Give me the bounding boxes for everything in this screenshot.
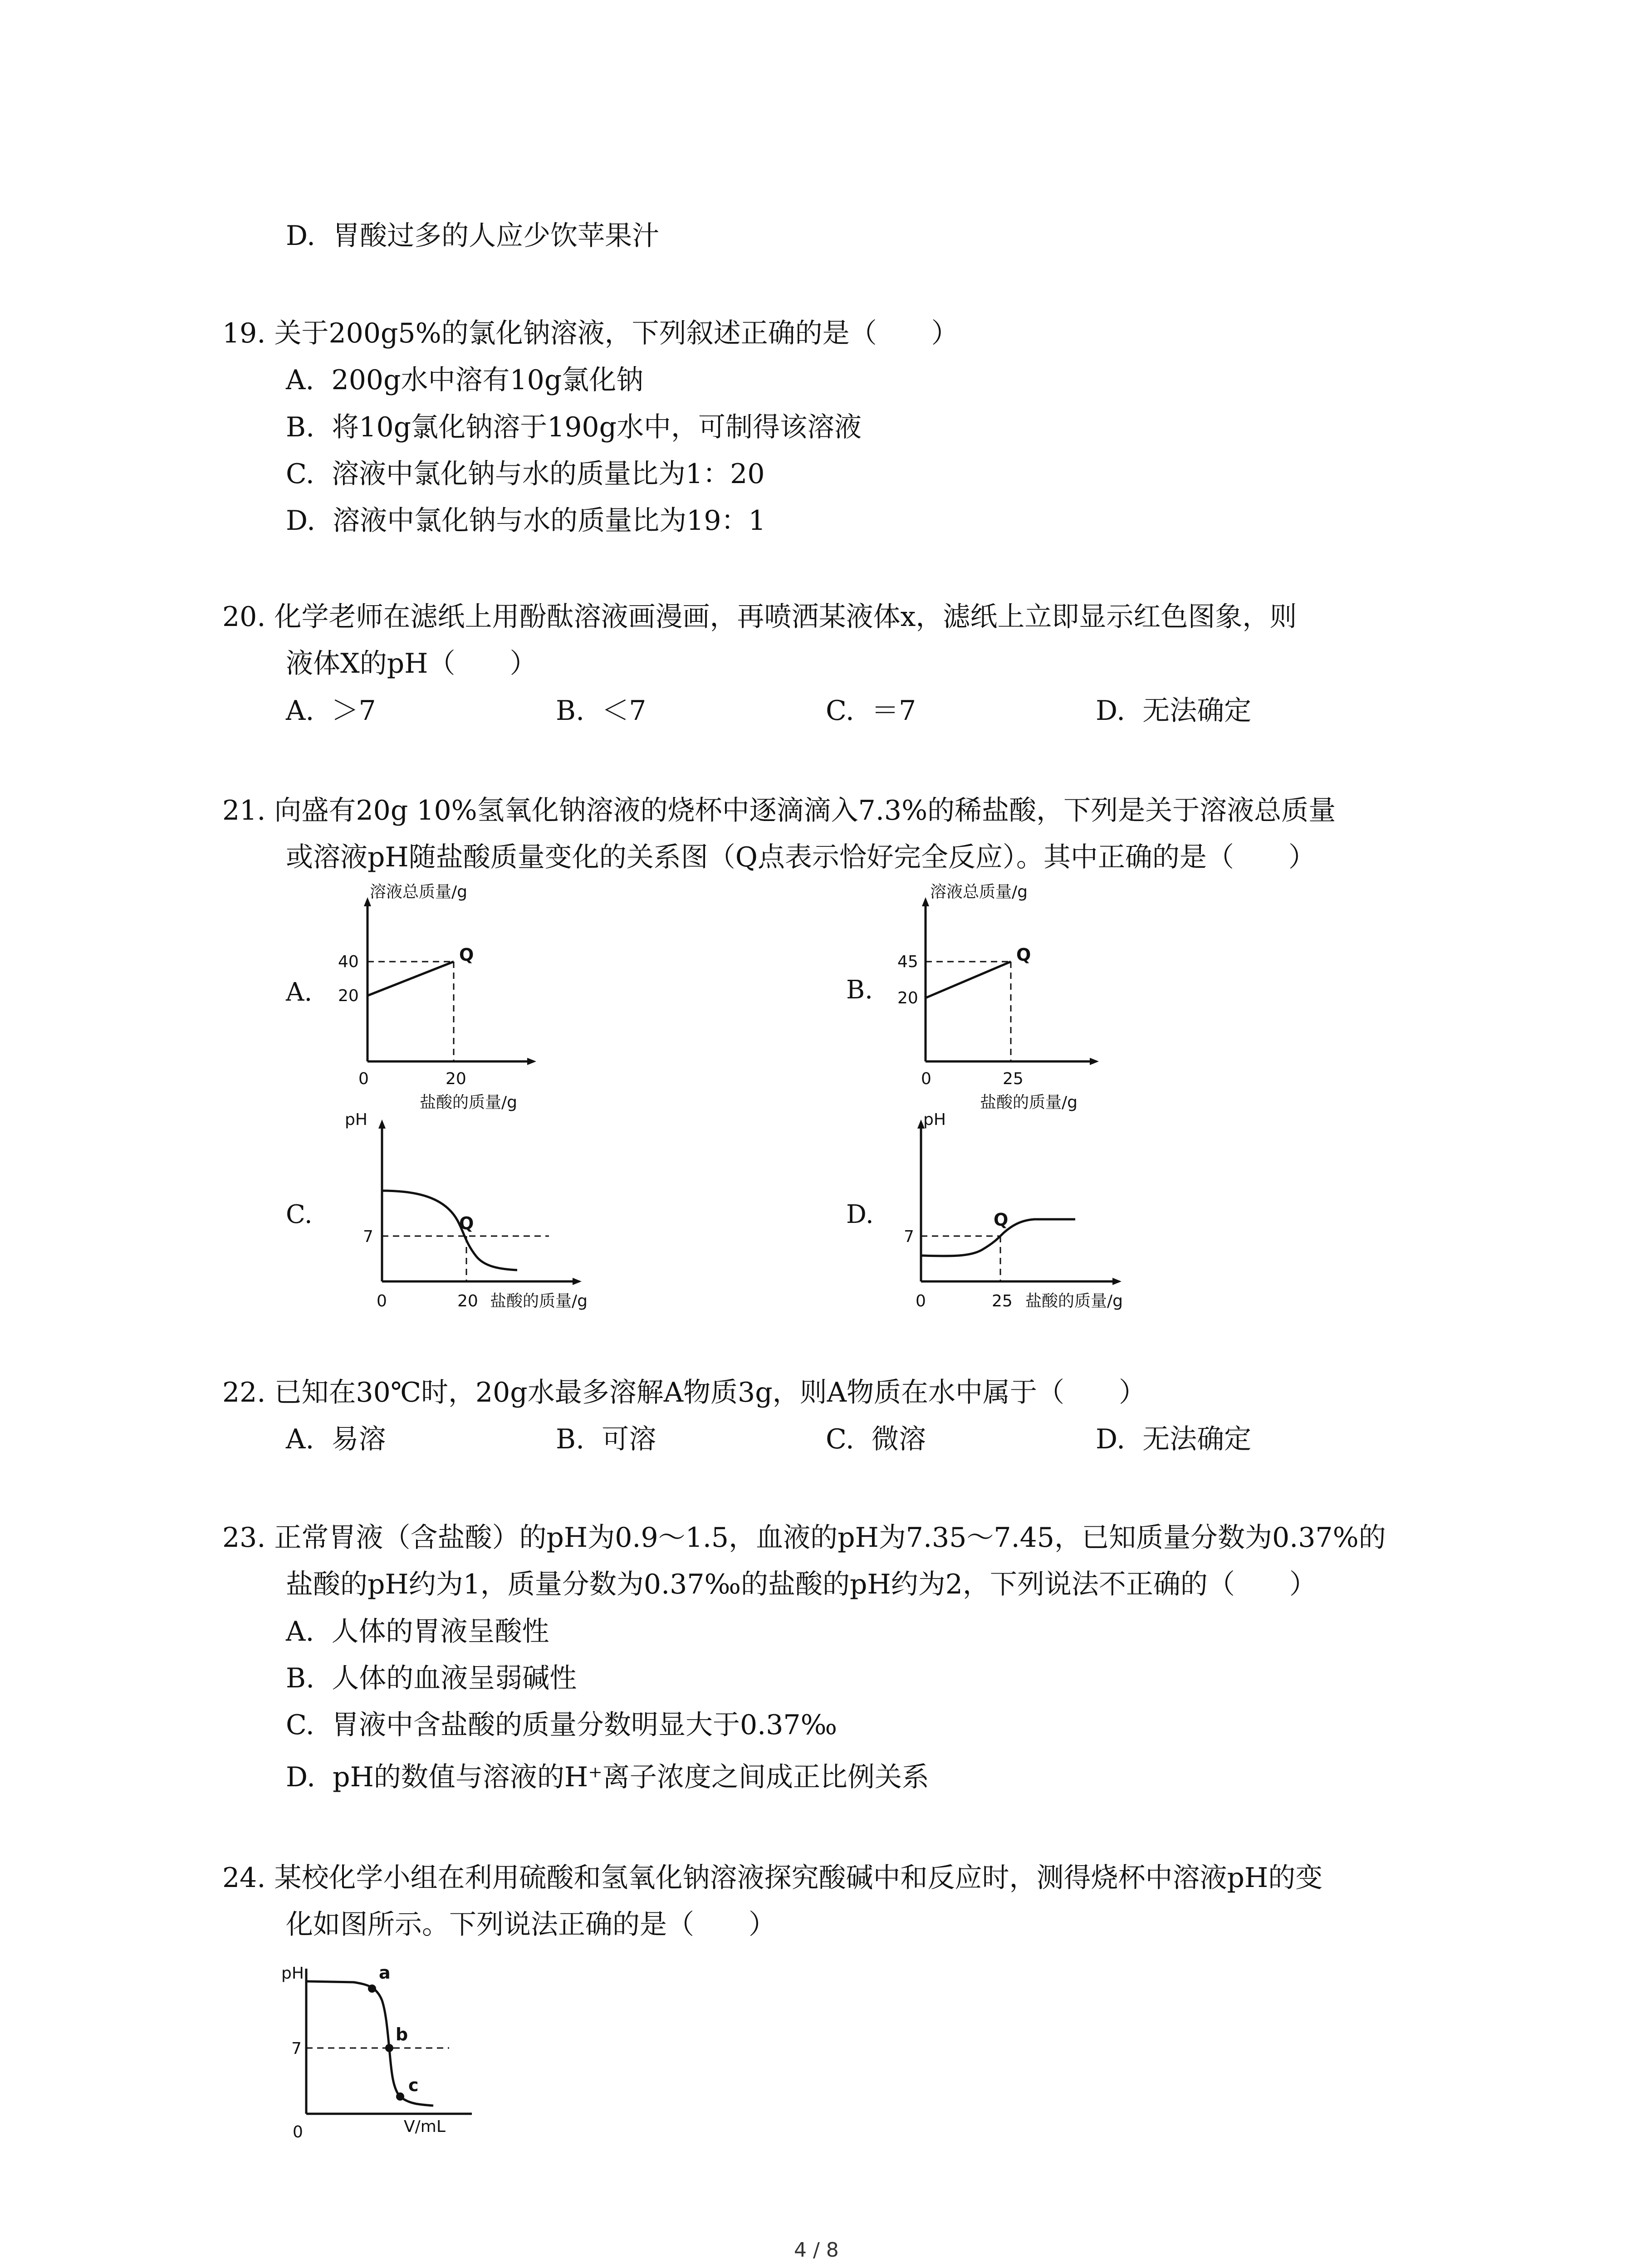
q23-option-a: A. 人体的胃液呈酸性 <box>286 1616 549 1647</box>
q22-option-d: D. 无法确定 <box>1096 1423 1252 1455</box>
q22-option-c: C. 微溶 <box>826 1423 926 1455</box>
figure-b-x-arrow <box>1090 1058 1099 1065</box>
q24-point-b-marker <box>385 2044 393 2052</box>
q20-option-d: D. 无法确定 <box>1096 695 1252 727</box>
figure-a-mass-graph <box>327 885 563 1120</box>
figure-b-ytick-2: 20 <box>897 989 918 1007</box>
figure-d-ylabel: pH <box>923 1110 946 1129</box>
page-number: 4 / 8 <box>794 2239 839 2262</box>
figure-a-origin: 0 <box>358 1070 369 1088</box>
q20-stem-line1: 20. 化学老师在滤纸上用酚酞溶液画漫画，再喷洒某液体x，滤纸上立即显示红色图象，则 <box>222 601 1297 633</box>
figure-d-xlabel: 盐酸的质量/g <box>1025 1292 1123 1310</box>
figure-a-ytick-1: 40 <box>338 953 359 971</box>
q22-stem: 22. 已知在30℃时，20g水最多溶解A物质3g，则A物质在水中属于（ ） <box>222 1377 1146 1408</box>
figure-b-xlabel: 盐酸的质量/g <box>980 1093 1078 1112</box>
figure-c-xtick: 20 <box>457 1292 478 1310</box>
q20-option-b: B. ＜7 <box>556 695 647 727</box>
q20-option-a: A. ＞7 <box>286 695 376 727</box>
figure-b-xtick: 25 <box>1003 1070 1024 1088</box>
q19-option-b: B. 将10g氯化钠溶于190g水中，可制得该溶液 <box>286 411 862 443</box>
figure-b-option-label: B. <box>846 975 873 1005</box>
q24-stem-line2: 化如图所示。下列说法正确的是（ ） <box>286 1909 776 1941</box>
q21-stem-line1: 21. 向盛有20g 10%氢氧化钠溶液的烧杯中逐滴滴入7.3%的稀盐酸，下列是关于溶液总质量 <box>222 795 1336 826</box>
figure-b-ylabel: 溶液总质量/g <box>930 883 1028 901</box>
q24-xlabel: V/mL <box>404 2117 446 2136</box>
figure-a-xtick: 20 <box>446 1070 466 1088</box>
figure-c-option-label: C. <box>286 1200 313 1229</box>
q24-ytick: 7 <box>291 2039 302 2058</box>
figure-b-origin: 0 <box>921 1070 931 1088</box>
figure-d-point-q: Q <box>994 1210 1009 1230</box>
figure-c-curve <box>382 1191 517 1270</box>
figure-a-ytick-2: 20 <box>338 987 359 1005</box>
figure-c-point-q: Q <box>459 1213 474 1233</box>
figure-b-mass-graph <box>889 885 1125 1120</box>
q24-stem-line1: 24. 某校化学小组在利用硫酸和氢氧化钠溶液探究酸碱中和反应时，测得烧杯中溶液pH的变 <box>222 1862 1323 1894</box>
q23-option-b: B. 人体的血液呈弱碱性 <box>286 1662 577 1694</box>
q23-option-c: C. 胃液中含盐酸的质量分数明显大于0.37‰ <box>286 1709 838 1741</box>
q23-stem-line1: 23. 正常胃液（含盐酸）的pH为0.9～1.5，血液的pH为7.35～7.45，已知质量分数为0.37%的 <box>222 1522 1386 1554</box>
figure-a-line <box>367 962 454 996</box>
figure-d-ph-graph <box>885 1107 1166 1334</box>
figure-c-y-arrow <box>378 1119 386 1129</box>
q22-option-b: B. 可溶 <box>556 1423 656 1455</box>
q24-origin: 0 <box>293 2123 303 2141</box>
figure-a-option-label: A. <box>286 978 313 1007</box>
q19-option-c: C. 溶液中氯化钠与水的质量比为1：20 <box>286 458 765 490</box>
q19-option-d: D. 溶液中氯化钠与水的质量比为19：1 <box>286 505 766 537</box>
q24-point-a-marker <box>368 1984 376 1993</box>
q24-ylabel: pH <box>281 1964 304 1983</box>
figure-c-origin: 0 <box>377 1292 387 1310</box>
q23-stem-line2: 盐酸的pH约为1，质量分数为0.37‰的盐酸的pH约为2，下列说法不正确的（ ） <box>286 1569 1317 1600</box>
figure-d-x-arrow <box>1112 1278 1122 1285</box>
figure-b-y-arrow <box>922 897 929 906</box>
q20-stem-line2: 液体X的pH（ ） <box>286 648 537 679</box>
q19-option-a: A. 200g水中溶有10g氯化钠 <box>286 364 644 396</box>
figure-d-option-label: D. <box>846 1200 874 1229</box>
q24-point-a: a <box>379 1963 391 1983</box>
figure-a-point-q: Q <box>459 945 474 965</box>
q23-option-d: D. pH的数值与溶液的H⁺离子浓度之间成正比例关系 <box>286 1761 929 1793</box>
figure-b-line <box>926 962 1011 998</box>
figure-b-point-q: Q <box>1016 945 1031 965</box>
figure-a-ylabel: 溶液总质量/g <box>370 883 467 901</box>
q22-option-a: A. 易溶 <box>286 1423 386 1455</box>
figure-d-origin: 0 <box>916 1292 926 1310</box>
figure-a-xlabel: 盐酸的质量/g <box>420 1093 517 1112</box>
figure-c-xlabel: 盐酸的质量/g <box>490 1292 588 1310</box>
figure-c-ylabel: pH <box>345 1110 367 1129</box>
q18-option-d: D. 胃酸过多的人应少饮苹果汁 <box>286 220 660 252</box>
q24-point-c: c <box>408 2075 419 2095</box>
q24-ph-graph <box>281 1950 499 2150</box>
q21-stem-line2: 或溶液pH随盐酸质量变化的关系图（Q点表示恰好完全反应）。其中正确的是（ ） <box>286 841 1316 873</box>
figure-b-ytick-1: 45 <box>897 953 918 971</box>
q24-point-c-marker <box>396 2092 404 2101</box>
q19-stem: 19. 关于200g5%的氯化钠溶液，下列叙述正确的是（ ） <box>222 318 959 349</box>
figure-c-ytick: 7 <box>363 1227 373 1246</box>
figure-a-x-arrow <box>527 1058 536 1065</box>
figure-c-ph-graph <box>340 1107 622 1334</box>
figure-d-xtick: 25 <box>992 1292 1013 1310</box>
q20-option-c: C. ＝7 <box>826 695 916 727</box>
q24-point-b: b <box>396 2024 408 2044</box>
figure-d-ytick: 7 <box>904 1227 914 1246</box>
figure-c-x-arrow <box>573 1278 582 1285</box>
